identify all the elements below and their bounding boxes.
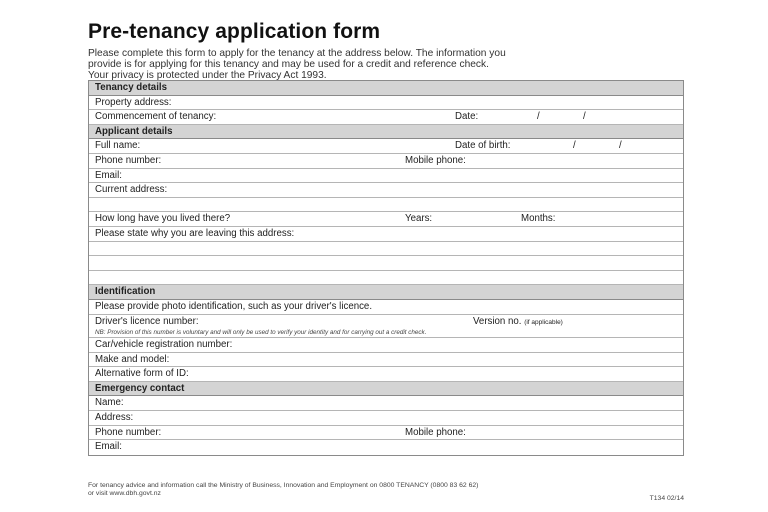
property-address-field[interactable]: [89, 96, 683, 111]
field-label: How long have you lived there?: [95, 213, 231, 225]
emergency-phone-field[interactable]: [89, 426, 683, 441]
field-label: Property address:: [95, 96, 172, 108]
footer: [88, 482, 684, 502]
instruction-text: Please provide photo identification, such as your driver's licence.: [95, 300, 373, 312]
emergency-name-field[interactable]: [89, 396, 683, 411]
field-label: Email:: [95, 441, 122, 453]
section-header-emergency: [89, 382, 683, 397]
version-label: [473, 315, 563, 330]
field-label: Phone number:: [95, 154, 162, 166]
date-separator: /: [573, 140, 576, 152]
section-title: Emergency contact: [95, 382, 185, 394]
intro-text: [88, 49, 684, 81]
field-label: Address:: [95, 412, 134, 424]
date-label: Date:: [455, 111, 479, 123]
date-separator: /: [537, 111, 540, 123]
field-label: Alternative form of ID:: [95, 368, 189, 380]
section-title: Identification: [95, 286, 156, 298]
field-label: Full name:: [95, 140, 141, 152]
field-label: Car/vehicle registration number:: [95, 339, 233, 351]
if-applicable-text: (if applicable): [524, 318, 563, 326]
section-header-identification: [89, 285, 683, 300]
leaving-reason-field[interactable]: [89, 227, 683, 242]
application-form-table: [88, 80, 684, 456]
footer-line: or visit www.dbh.govt.nz: [88, 490, 161, 497]
section-header-tenancy: [89, 81, 683, 96]
mobile-label: Mobile phone:: [405, 154, 466, 166]
note-text: NB: Provision of this number is voluntary and will only be used to verify your identity and for carrying out a credit check.: [95, 329, 427, 337]
alt-id-field[interactable]: [89, 367, 683, 382]
leaving-reason-line[interactable]: [89, 242, 683, 257]
field-label: Please state why you are leaving this address:: [95, 227, 295, 239]
emergency-email-field[interactable]: [89, 440, 683, 455]
date-separator: /: [583, 111, 586, 123]
months-label: Months:: [521, 213, 556, 225]
page-title: Pre-tenancy application form: [88, 20, 381, 43]
duration-field[interactable]: [89, 212, 683, 227]
field-label: Phone number:: [95, 426, 162, 438]
commencement-field[interactable]: [89, 110, 683, 125]
mobile-label: Mobile phone:: [405, 426, 466, 438]
id-instruction: [89, 300, 683, 315]
version-text: Version no.: [473, 315, 522, 327]
current-address-continuation[interactable]: [89, 198, 683, 213]
emergency-address-field[interactable]: [89, 411, 683, 426]
footer-line: For tenancy advice and information call the Ministry of Business, Innovation and Employment on 0800 TENANCY (0800 83 62 62): [88, 482, 479, 489]
current-address-field[interactable]: [89, 183, 683, 198]
leaving-reason-line[interactable]: [89, 256, 683, 271]
intro-line: provide is for applying for this tenancy and may be used for a credit and reference check.: [88, 58, 489, 70]
licence-number-field[interactable]: [89, 315, 683, 330]
licence-note: [89, 329, 683, 338]
field-label: Current address:: [95, 184, 168, 196]
section-title: Applicant details: [95, 125, 173, 137]
section-title: Tenancy details: [95, 82, 167, 93]
date-separator: /: [619, 140, 622, 152]
form-page: [88, 0, 684, 512]
section-header-applicant: [89, 125, 683, 140]
dob-label: Date of birth:: [455, 140, 511, 152]
years-label: Years:: [405, 213, 433, 225]
field-label: Driver's licence number:: [95, 315, 199, 327]
field-label: Name:: [95, 397, 124, 409]
field-label: Make and model:: [95, 353, 170, 365]
full-name-field[interactable]: [89, 139, 683, 154]
make-model-field[interactable]: [89, 353, 683, 368]
intro-line: Your privacy is protected under the Privacy Act 1993.: [88, 69, 327, 81]
field-label: Email:: [95, 169, 122, 181]
form-code: T134 02/14: [649, 495, 684, 502]
email-field[interactable]: [89, 169, 683, 184]
registration-field[interactable]: [89, 338, 683, 353]
field-label: Commencement of tenancy:: [95, 111, 217, 123]
phone-field[interactable]: [89, 154, 683, 169]
leaving-reason-line[interactable]: [89, 271, 683, 286]
intro-line: Please complete this form to apply for the tenancy at the address below. The information you: [88, 48, 506, 59]
